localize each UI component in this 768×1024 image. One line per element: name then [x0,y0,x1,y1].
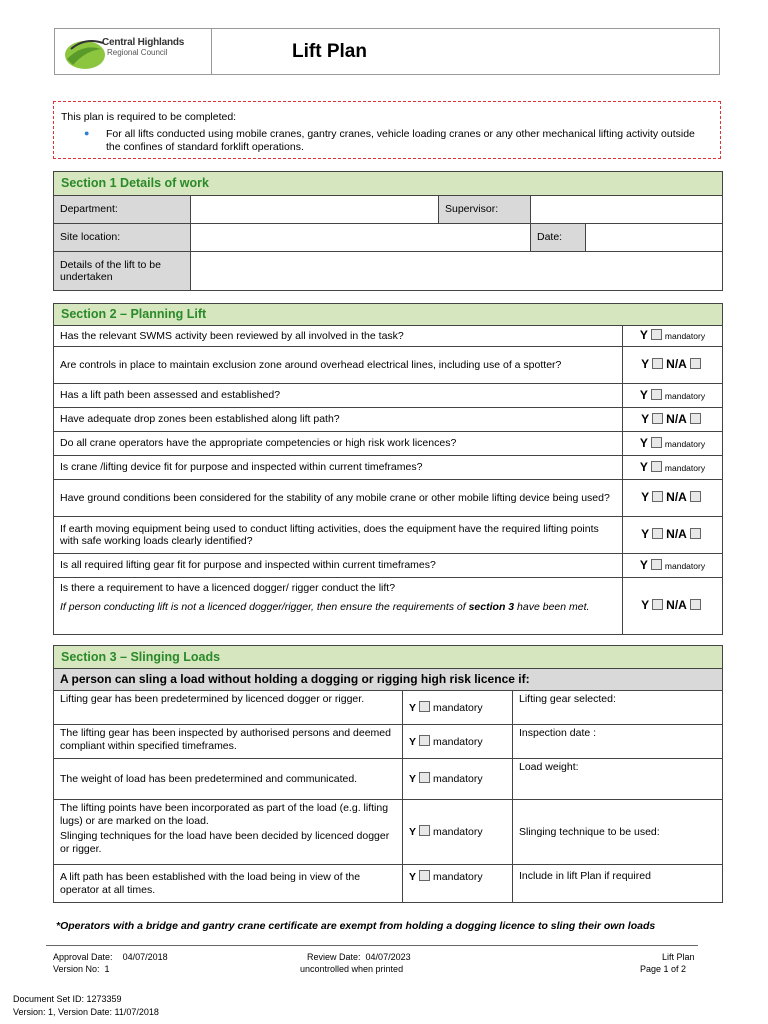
checkbox[interactable] [652,491,663,502]
condition-text: The lifting points have been incorporated as part of the load (e.g. lifting lugs) or are marked on the load. Slinging techniques for the load have been decided by licenced dogger or rigger. [54,800,403,865]
yes-na-check[interactable]: Y N/A [623,347,723,384]
question-row: Is crane /lifting device fit for purpose and inspected within current timeframes? [54,456,623,480]
logo-text-line2: Regional Council [107,48,168,57]
yes-mandatory-check[interactable]: Y mandatory [623,554,723,578]
checkbox[interactable] [651,329,662,340]
yes-mandatory-check[interactable]: Y mandatory [403,865,513,903]
checkbox[interactable] [651,461,662,472]
yes-mandatory-check[interactable]: Y mandatory [403,725,513,759]
checkbox[interactable] [690,413,701,424]
document-header [54,28,720,75]
section3-title: Section 3 – Slinging Loads [54,646,723,669]
question-row-dogger [54,578,623,635]
checkbox[interactable] [419,701,430,712]
checkbox[interactable] [690,491,701,502]
lift-details-label: Details of the lift to be undertaken [54,252,191,291]
checkbox[interactable] [651,437,662,448]
section1-title: Section 1 Details of work [54,172,723,196]
yes-mandatory-check[interactable]: Y mandatory [623,384,723,408]
site-location-field[interactable] [191,224,531,252]
bullet-icon: ● [84,128,90,138]
notice-intro: This plan is required to be completed: [61,111,237,123]
checkbox[interactable] [651,389,662,400]
question-row: Has the relevant SWMS activity been reviewed by all involved in the task? [54,326,623,347]
checkbox[interactable] [690,599,701,610]
date-field[interactable] [586,224,723,252]
yes-mandatory-check[interactable]: Y mandatory [403,759,513,800]
checkbox[interactable] [652,413,663,424]
notice-bullet-text: For all lifts conducted using mobile cranes, gantry cranes, vehicle loading cranes or any other mechanical lifting activity outside the confines of standard forklift operations. [106,128,695,153]
checkbox[interactable] [652,358,663,369]
section2-title: Section 2 – Planning Lift [54,304,723,326]
question-row: Is all required lifting gear fit for purpose and inspected within current timeframes? [54,554,623,578]
condition-text: A lift path has been established with the load being in view of the operator at all times. [54,865,403,903]
load-weight-field[interactable]: Load weight: [513,759,723,800]
inspection-date-field[interactable]: Inspection date : [513,725,723,759]
checkbox[interactable] [652,599,663,610]
yes-na-check[interactable]: Y N/A [623,517,723,554]
footnote: *Operators with a bridge and gantry crane certificate are exempt from holding a dogging licence to sling their own loads [56,920,656,932]
section3-subtitle: A person can sling a load without holding a dogging or rigging high risk licence if: [54,669,723,691]
yes-mandatory-check[interactable]: Y mandatory [623,456,723,480]
document-set-id: Document Set ID: 1273359 [13,994,122,1004]
lifting-gear-selected-field[interactable]: Lifting gear selected: [513,691,723,725]
checkbox[interactable] [419,870,430,881]
condition-text: The lifting gear has been inspected by authorised persons and deemed compliant within specified timeframes. [54,725,403,759]
slinging-technique-field[interactable]: Slinging technique to be used: [513,800,723,865]
page-title: Lift Plan [292,41,367,62]
review-date: Review Date: 04/07/2023 [307,952,411,962]
version-date: Version: 1, Version Date: 11/07/2018 [13,1007,159,1017]
section2-table [53,303,723,635]
yes-mandatory-check[interactable]: Y mandatory [623,432,723,456]
yes-na-check[interactable]: Y N/A [623,480,723,517]
question-row: Have adequate drop zones been established along lift path? [54,408,623,432]
condition-text: The weight of load has been predetermined and communicated. [54,759,403,800]
requirement-notice [53,101,721,159]
checkbox[interactable] [690,358,701,369]
footer-doc-title: Lift Plan [662,952,695,962]
date-label: Date: [531,224,586,252]
site-location-label: Site location: [54,224,191,252]
checkbox[interactable] [419,825,430,836]
checkbox[interactable] [419,772,430,783]
condition-text: Lifting gear has been predetermined by licenced dogger or rigger. [54,691,403,725]
supervisor-field[interactable] [531,196,723,224]
supervisor-label: Supervisor: [439,196,531,224]
question-note: If person conducting lift is not a licenced dogger/rigger, then ensure the requirements of section 3 have been met. [60,600,590,613]
yes-na-check[interactable]: Y N/A [623,578,723,635]
approval-date: Approval Date: 04/07/2018 [53,952,168,962]
yes-mandatory-check[interactable]: Y mandatory [623,326,723,347]
lift-path-note-field[interactable]: Include in lift Plan if required [513,865,723,903]
version-no: Version No: 1 [53,964,110,974]
checkbox[interactable] [419,735,430,746]
yes-mandatory-check[interactable]: Y mandatory [403,800,513,865]
checkbox[interactable] [651,559,662,570]
uncontrolled-note: uncontrolled when printed [300,964,404,974]
section3-table [53,645,723,903]
yes-na-check[interactable]: Y N/A [623,408,723,432]
question-row: Have ground conditions been considered for the stability of any mobile crane or other mobile lifting device being used? [54,480,623,517]
question-text: Is there a requirement to have a licenced dogger/ rigger conduct the lift? [60,582,396,594]
question-row: Do all crane operators have the appropriate competencies or high risk work licences? [54,432,623,456]
department-label: Department: [54,196,191,224]
page-number: Page 1 of 2 [640,964,687,974]
lift-details-field[interactable] [191,252,723,291]
footer-divider [46,945,698,946]
section1-table [53,171,723,291]
question-row: Has a lift path been assessed and established? [54,384,623,408]
yes-mandatory-check[interactable]: Y mandatory [403,691,513,725]
council-logo [55,29,212,74]
department-field[interactable] [191,196,439,224]
question-row: Are controls in place to maintain exclusion zone around overhead electrical lines, including use of a spotter? [54,347,623,384]
logo-text-line1: Central Highlands [102,37,185,48]
checkbox[interactable] [652,528,663,539]
question-row: If earth moving equipment being used to conduct lifting activities, does the equipment have the required lifting points with safe working loads clearly identified? [54,517,623,554]
checkbox[interactable] [690,528,701,539]
